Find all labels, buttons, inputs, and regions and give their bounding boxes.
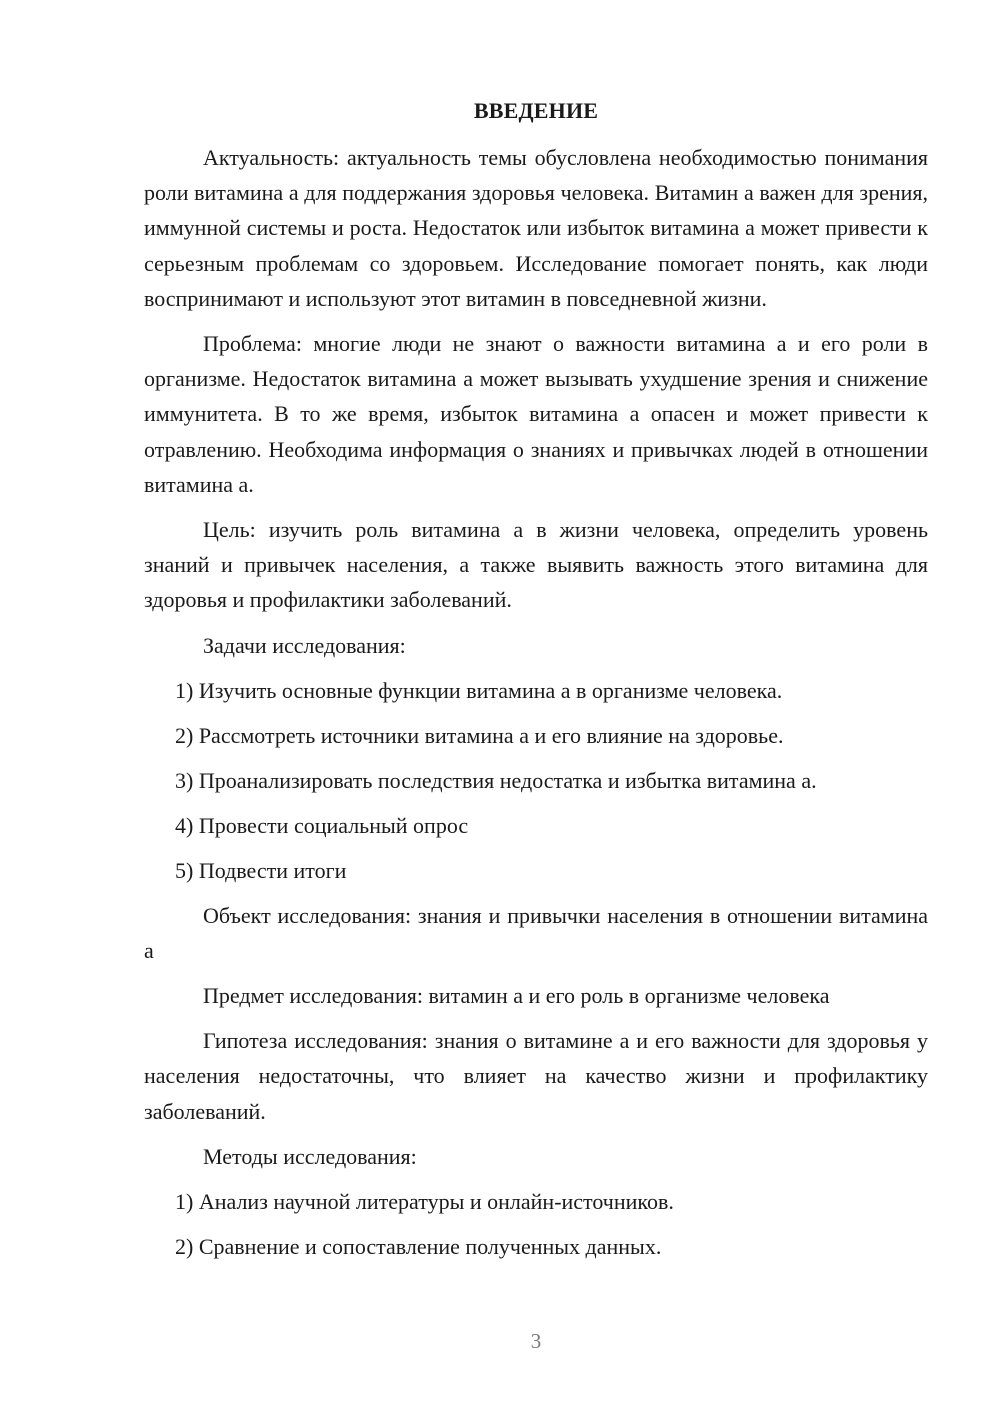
document-page	[144, 93, 928, 1274]
problem-paragraph: Проблема: многие люди не знают о важности витамина а и его роли в организме. Недостаток витамина а может вызывать ухудшение зрения и снижение иммунитета. В то же время, избыток витамина а опасен и может привести к отравлению. Необходима информация о знаниях и привычках людей в отношении витамина а.	[144, 331, 928, 497]
goal-paragraph: Цель: изучить роль витамина а в жизни человека, определить уровень знаний и привычек населения, а также выявить важность этого витамина для здоровья и профилактики заболеваний.	[144, 517, 928, 613]
subject-paragraph: Предмет исследования: витамин а и его роль в организме человека	[203, 983, 830, 1009]
tasks-list	[144, 673, 928, 888]
methods-heading: Методы исследования:	[203, 1143, 417, 1169]
page-title: ВВЕДЕНИЕ	[473, 98, 599, 123]
page-number: 3	[530, 1329, 542, 1353]
task-item: 1) Изучить основные функции витамина а в организме человека.	[175, 677, 783, 703]
hypothesis-paragraph: Гипотеза исследования: знания о витамине а и его важности для здоровья у населения недостаточны, что влияет на качество жизни и профилактику заболеваний.	[144, 1028, 928, 1124]
object-paragraph: Объект исследования: знания и привычки населения в отношении витамина а	[144, 902, 928, 963]
task-item: 4) Провести социальный опрос	[175, 812, 469, 838]
task-item: 5) Подвести итоги	[175, 857, 347, 883]
task-item: 3) Проанализировать последствия недостатка и избытка витамина а.	[175, 767, 817, 793]
method-item: 2) Сравнение и сопоставление полученных данных.	[175, 1233, 662, 1259]
relevance-paragraph: Актуальность: актуальность темы обусловлена необходимостью понимания роли витамина а для поддержания здоровья человека. Витамин а важен для зрения, иммунной системы и роста. Недостаток или избыток витамина а может привести к серьезным проблемам со здоровьем. Исследование помогает понять, как люди воспринимают и используют этот витамин в повседневной жизни.	[144, 145, 928, 311]
task-item: 2) Рассмотреть источники витамина а и его влияние на здоровье.	[175, 722, 784, 748]
method-item: 1) Анализ научной литературы и онлайн-источников.	[175, 1188, 674, 1214]
methods-list	[144, 1184, 928, 1264]
tasks-heading: Задачи исследования:	[203, 632, 406, 658]
